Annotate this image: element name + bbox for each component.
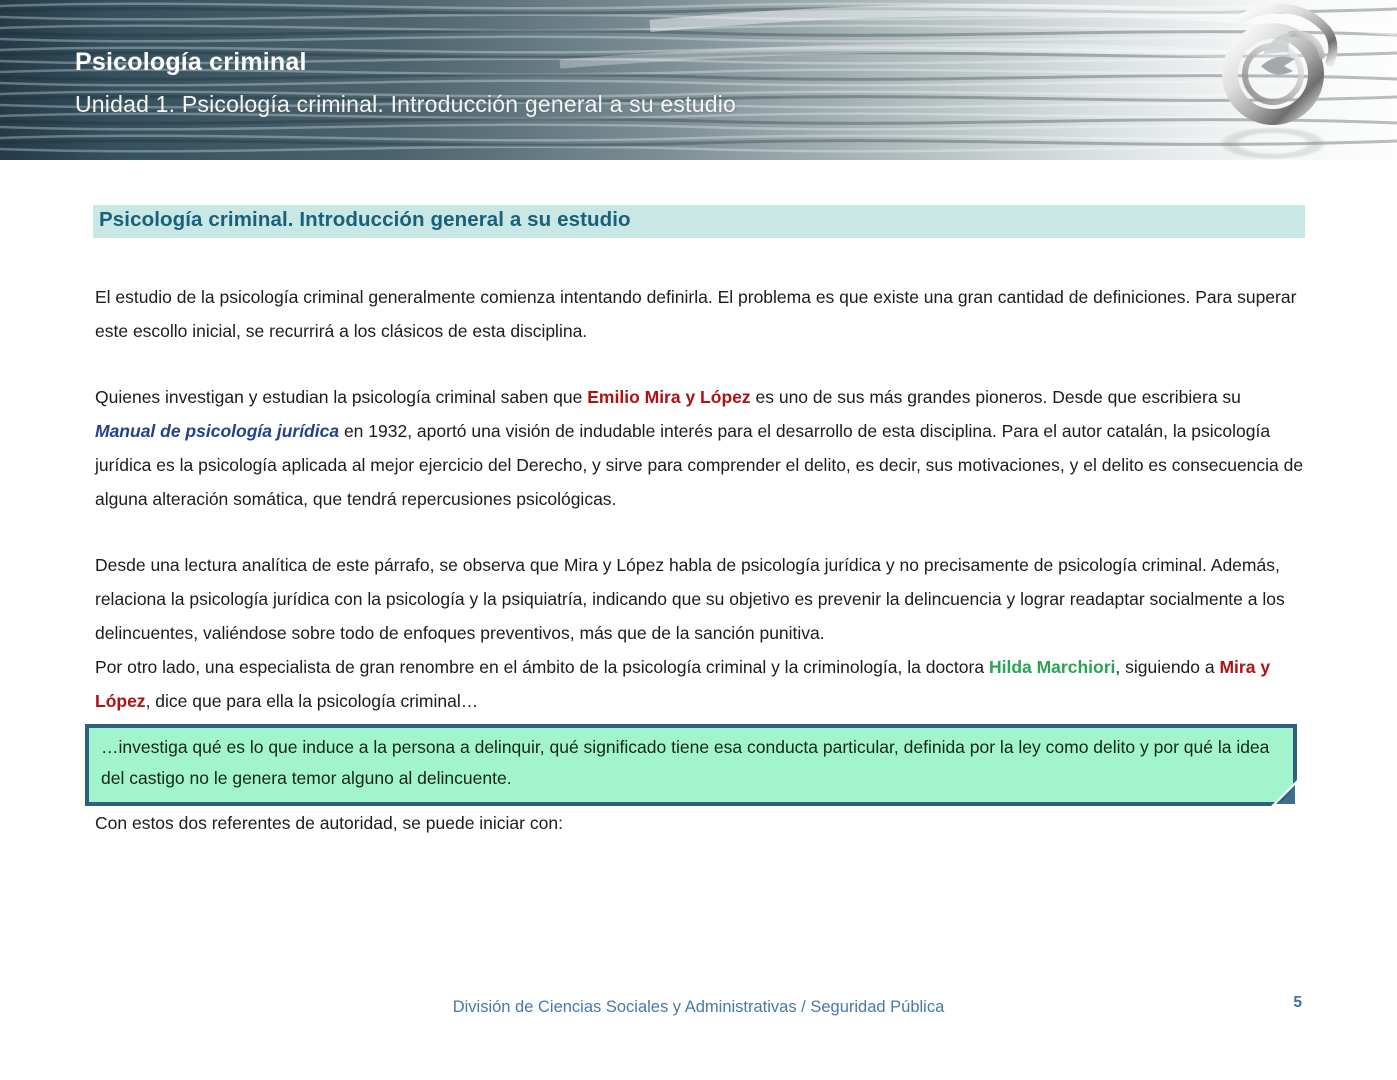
closing-line: Con estos dos referentes de autoridad, se puede iniciar con: [95,813,563,833]
folded-corner-icon [1269,778,1297,806]
book-title-manual: Manual de psicología jurídica [95,421,340,441]
author-name-hilda-marchiori: Hilda Marchiori [988,657,1116,677]
page-number: 5 [1293,994,1302,1011]
university-logo-icon [1203,2,1351,170]
unit-subtitle: Unidad 1. Psicología criminal. Introducción general a su estudio [75,91,736,117]
paragraph-marchiori [95,650,1305,718]
author-name-mira-lopez: Mira y López [95,657,1271,711]
course-title: Psicología criminal [75,48,307,76]
paragraph-text: Por otro lado, una especialista de gran renombre en el ámbito de la psicología criminal y la criminología, la doctora [95,657,989,677]
paragraph-text: es uno de sus más grandes pioneros. Desde que escribiera su [750,387,1241,407]
header-text-block [75,48,736,118]
quote-text: …investiga qué es lo que induce a la persona a delinquir, qué significado tiene esa conducta particular, definida por la ley como delito y por qué la idea del castigo no le genera temor alguno al delincuente. [101,737,1270,788]
paragraph-text: Quienes investigan y estudian la psicología criminal saben que [95,387,588,407]
section-title-bar [93,205,1305,238]
body-content [95,280,1305,872]
page-footer [0,994,1397,1028]
paragraph-text: , dice que para ella la psicología criminal… [145,691,479,711]
paragraph-intro [95,280,1305,348]
header-band [0,0,1397,160]
author-name-emilio-mira: Emilio Mira y López [587,387,751,407]
quote-callout-box [85,724,1297,806]
paragraph-text: en 1932, aportó una visión de indudable interés para el desarrollo de esta disciplina. Para el autor catalán, la psicología jurídica es la psicología aplicada al mejor ejercicio del Derecho, y sirve para comprender el delito, es decir, sus motivaciones, y el delito es consecuencia de alguna alteración somática, que tendrá repercusiones psicológicas. [95,421,1304,509]
footer-division-label: División de Ciencias Sociales y Administrativas / Seguridad Pública [452,998,945,1016]
paragraph-analysis-text: Desde una lectura analítica de este párrafo, se observa que Mira y López habla de psicología jurídica y no precisamente de psicología criminal. Además, relaciona la psicología jurídica con la psicología y la psiquiatría, indicando que su objetivo es prevenir la delincuencia y lograr readaptar socialmente a los delincuentes, valiéndose sobre todo de enfoques preventivos, más que de la sanción punitiva. [95,555,1285,643]
paragraph-text: , siguiendo a [1115,657,1220,677]
section-title: Psicología criminal. Introducción general a su estudio [99,208,631,231]
paragraph-mira-lopez [95,380,1305,516]
paragraph-analysis [95,548,1305,650]
paragraph-intro-text: El estudio de la psicología criminal generalmente comienza intentando definirla. El problema es que existe una gran cantidad de definiciones. Para superar este escollo inicial, se recurrirá a los clásicos de esta disciplina. [95,287,1297,341]
